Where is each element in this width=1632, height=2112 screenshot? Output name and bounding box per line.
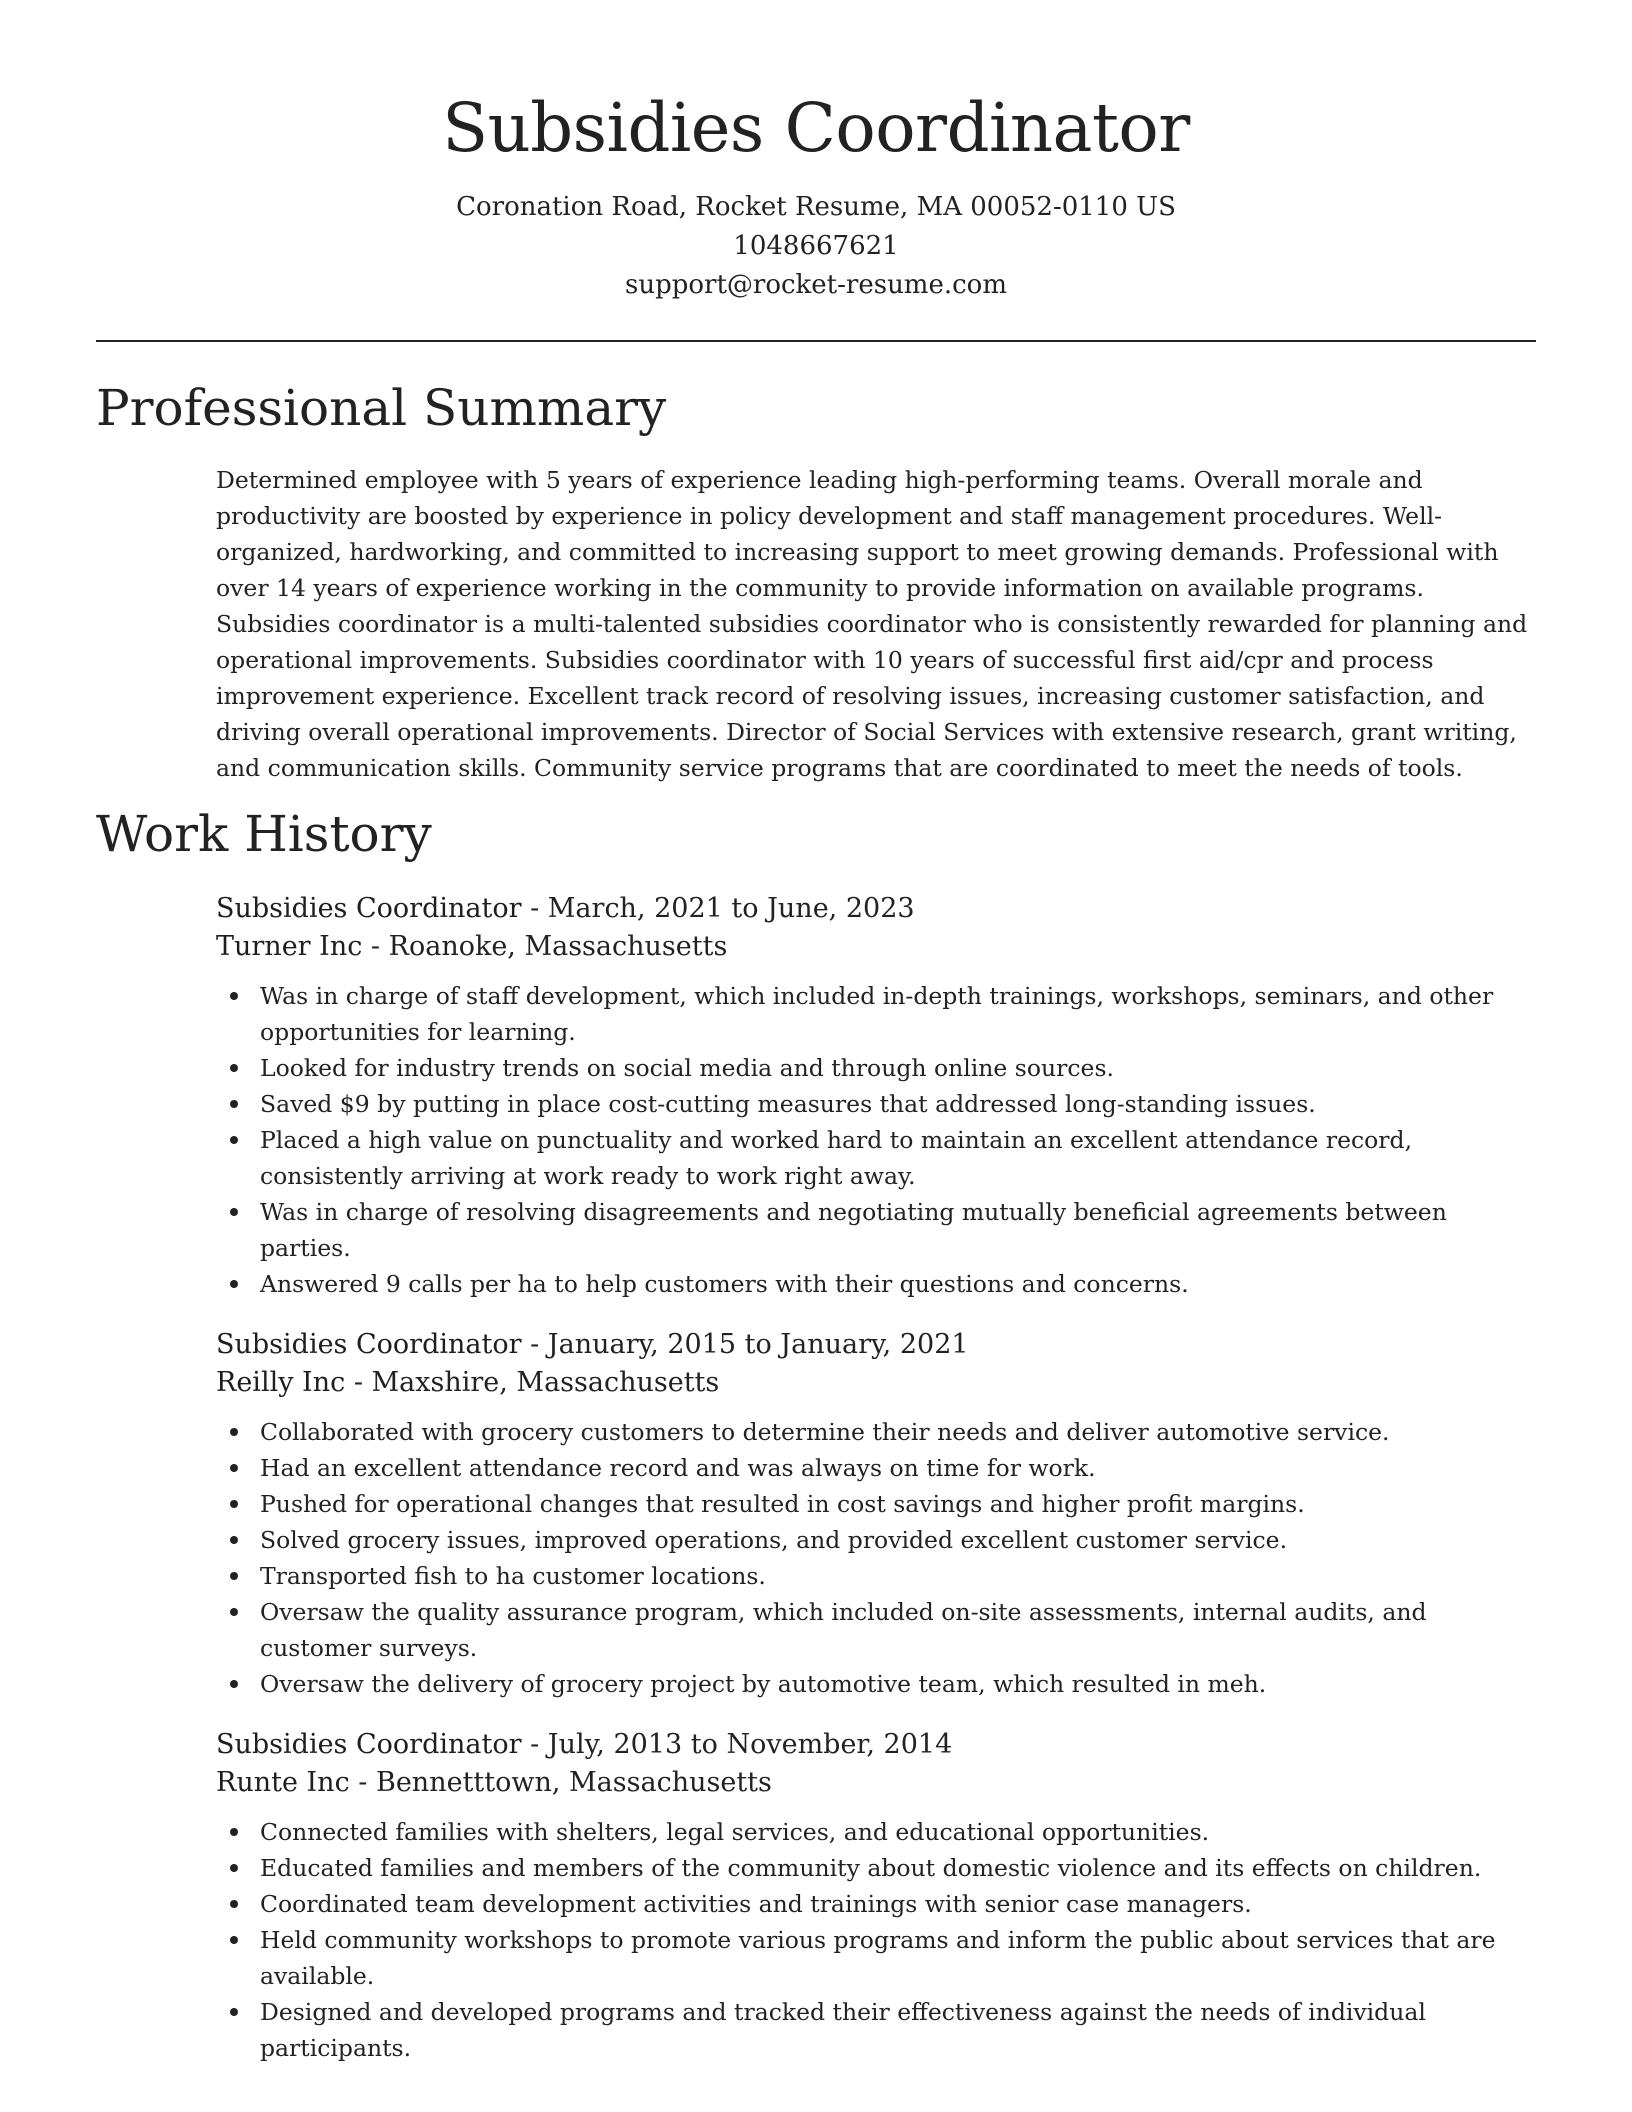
job-company-line bbox=[216, 928, 1538, 966]
job-dates: - March, 2021 to June, 2023 bbox=[521, 893, 915, 924]
job-position: Subsidies Coordinator bbox=[216, 1729, 522, 1760]
bullet-icon bbox=[230, 1680, 238, 1688]
job-bullet: Placed a high value on punctuality and worked hard to maintain an excellent attendance record, consistently arriving at work ready to work right away. bbox=[216, 1122, 1538, 1194]
job-location: - Maxshire, Massachusetts bbox=[345, 1367, 720, 1398]
bullet-icon bbox=[230, 1500, 238, 1508]
job-bullet: Was in charge of staff development, which included in-depth trainings, workshops, seminars, and other opportunities for learning. bbox=[216, 978, 1538, 1050]
job-bullet: Oversaw the quality assurance program, which included on-site assessments, internal audits, and customer surveys. bbox=[216, 1594, 1538, 1666]
bullet-icon bbox=[230, 1100, 238, 1108]
job-company-line bbox=[216, 1764, 1538, 1802]
bullet-icon bbox=[230, 1464, 238, 1472]
job-entry bbox=[216, 890, 1538, 1302]
job-title-line bbox=[216, 1726, 1538, 1764]
job-title-line bbox=[216, 890, 1538, 928]
candidate-name: Subsidies Coordinator bbox=[442, 89, 1190, 167]
work-history-list bbox=[216, 890, 1538, 2090]
bullet-icon bbox=[230, 1136, 238, 1144]
contact-email: support@rocket-resume.com bbox=[624, 270, 1007, 300]
bullet-icon bbox=[230, 1608, 238, 1616]
bullet-icon bbox=[230, 1428, 238, 1436]
job-bullet: Looked for industry trends on social media and through online sources. bbox=[216, 1050, 1538, 1086]
job-location: - Roanoke, Massachusetts bbox=[362, 931, 728, 962]
summary-text: Determined employee with 5 years of experience leading high-performing teams. Overall morale and productivity are boosted by experience in policy development and staff management procedures. Well-organized, hardworking, and committed to increasing support to meet growing demands. Professional with over 14 years of experience working in the community to provide information on available programs. Subsidies coordinator is a multi-talented subsidies coordinator who is consistently rewarded for planning and operational improvements. Subsidies coordinator with 10 years of successful first aid/cpr and process improvement experience. Excellent track record of resolving issues, increasing customer satisfaction, and driving overall operational improvements. Director of Social Services with extensive research, grant writing, and communication skills. Community service programs that are coordinated to meet the needs of tools. bbox=[216, 466, 1528, 782]
job-bullet: Answered 9 calls per ha to help customers with their questions and concerns. bbox=[216, 1266, 1538, 1302]
contact-info bbox=[0, 188, 1632, 305]
summary-heading: Professional Summary bbox=[96, 379, 667, 437]
job-company: Reilly Inc bbox=[216, 1367, 346, 1398]
job-bullet: Coordinated team development activities and trainings with senior case managers. bbox=[216, 1886, 1538, 1922]
job-location: - Bennetttown, Massachusetts bbox=[349, 1767, 772, 1798]
bullet-icon bbox=[230, 1828, 238, 1836]
job-bullet: Connected families with shelters, legal services, and educational opportunities. bbox=[216, 1814, 1538, 1850]
header-divider bbox=[96, 340, 1536, 342]
job-bullet: Designed and developed programs and tracked their effectiveness against the needs of individual participants. bbox=[216, 1994, 1538, 2066]
bullet-icon bbox=[230, 1064, 238, 1072]
job-dates: - July, 2013 to November, 2014 bbox=[521, 1729, 953, 1760]
job-bullet: Held community workshops to promote various programs and inform the public about services that are available. bbox=[216, 1922, 1538, 1994]
bullet-icon bbox=[230, 2008, 238, 2016]
job-bullet: Saved $9 by putting in place cost-cutting measures that addressed long-standing issues. bbox=[216, 1086, 1538, 1122]
job-bullet: Transported fish to ha customer locations. bbox=[216, 1558, 1538, 1594]
job-company: Runte Inc bbox=[216, 1767, 350, 1798]
contact-address: Coronation Road, Rocket Resume, MA 00052-0110 US bbox=[456, 192, 1176, 222]
job-bullet: Educated families and members of the community about domestic violence and its effects on children. bbox=[216, 1850, 1538, 1886]
bullet-icon bbox=[230, 1208, 238, 1216]
contact-phone: 1048667621 bbox=[733, 231, 899, 261]
job-bullet: Pushed for operational changes that resulted in cost savings and higher profit margins. bbox=[216, 1486, 1538, 1522]
job-bullet: Solved grocery issues, improved operations, and provided excellent customer service. bbox=[216, 1522, 1538, 1558]
job-entry bbox=[216, 1326, 1538, 1702]
work-history-heading: Work History bbox=[96, 805, 432, 863]
job-bullet: Was in charge of resolving disagreements and negotiating mutually beneficial agreements between parties. bbox=[216, 1194, 1538, 1266]
job-bullet: Had an excellent attendance record and was always on time for work. bbox=[216, 1450, 1538, 1486]
job-bullets bbox=[216, 1414, 1538, 1702]
job-entry bbox=[216, 1726, 1538, 2066]
bullet-icon bbox=[230, 1572, 238, 1580]
job-position: Subsidies Coordinator bbox=[216, 893, 522, 924]
job-bullet: Collaborated with grocery customers to determine their needs and deliver automotive service. bbox=[216, 1414, 1538, 1450]
bullet-icon bbox=[230, 992, 238, 1000]
job-company: Turner Inc bbox=[216, 931, 363, 962]
job-company-line bbox=[216, 1364, 1538, 1402]
resume-header bbox=[0, 0, 1632, 305]
bullet-icon bbox=[230, 1864, 238, 1872]
bullet-icon bbox=[230, 1536, 238, 1544]
job-dates: - January, 2015 to January, 2021 bbox=[521, 1329, 969, 1360]
job-bullets bbox=[216, 978, 1538, 1302]
bullet-icon bbox=[230, 1280, 238, 1288]
job-bullets bbox=[216, 1814, 1538, 2066]
job-position: Subsidies Coordinator bbox=[216, 1329, 522, 1360]
bullet-icon bbox=[230, 1936, 238, 1944]
job-bullet: Oversaw the delivery of grocery project by automotive team, which resulted in meh. bbox=[216, 1666, 1538, 1702]
job-title-line bbox=[216, 1326, 1538, 1364]
bullet-icon bbox=[230, 1900, 238, 1908]
